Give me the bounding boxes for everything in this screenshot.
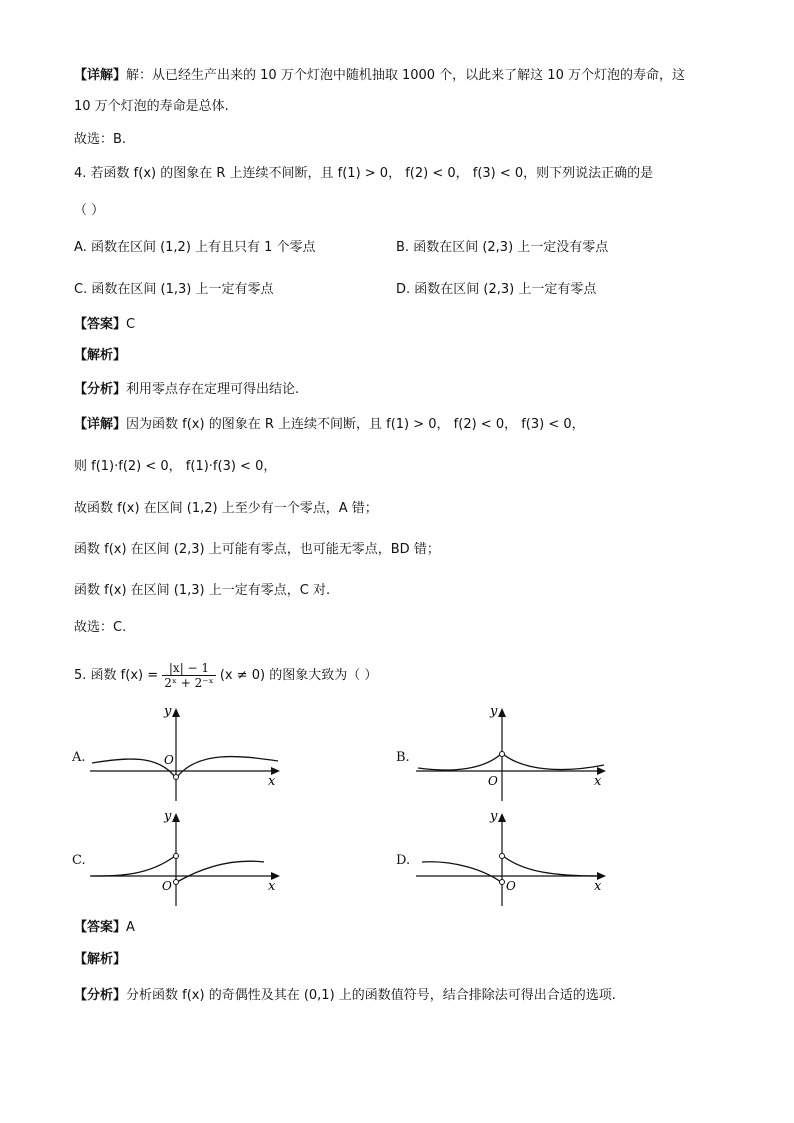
open-point-lower — [174, 880, 179, 885]
q4-option-a — [74, 238, 316, 258]
detail-text: 因为函数 f(x) 的图象在 R 上连续不间断，且 f(1) > 0， f(2) < 0， f(3) < 0， — [126, 417, 585, 432]
q5-stem-suffix: (x ≠ 0) 的图象大致为（ ） — [219, 668, 378, 683]
option-letter: B. — [396, 240, 410, 255]
origin-label: O — [506, 879, 516, 893]
curve-left — [418, 754, 501, 770]
graph-d-label: D. — [396, 853, 411, 868]
y-axis-arrow-icon — [498, 813, 506, 822]
open-point-upper — [500, 854, 505, 859]
curve-left — [422, 862, 501, 882]
axis-x-label: x — [594, 879, 602, 894]
graph-b-label: B. — [396, 750, 410, 765]
option-text: 函数在区间 (2,3) 上一定没有零点 — [413, 240, 609, 255]
q4-option-c — [74, 280, 273, 300]
fenxi-text: 分析函数 f(x) 的奇偶性及其在 (0,1) 上的函数值符号，结合排除法可得出合适的选项. — [126, 988, 616, 1003]
axis-x-label: x — [268, 774, 276, 789]
q5-fenxi — [74, 986, 616, 1006]
q4-detail-line5: 函数 f(x) 在区间 (1,3) 上一定有零点，C 对. — [74, 583, 331, 598]
q4-blank: （ ） — [74, 203, 105, 218]
option-text: 函数在区间 (1,3) 上一定有零点 — [91, 282, 274, 297]
axis-y-label: y — [164, 810, 172, 824]
graph-a — [88, 705, 288, 805]
axis-x-label: x — [594, 774, 602, 789]
fenxi-tag: 【分析】 — [74, 988, 127, 1003]
q4-answer — [74, 315, 135, 335]
q5-stem-prefix: 5. 函数 f(x) = — [74, 668, 159, 683]
fraction-numerator: |x| − 1 — [162, 661, 215, 676]
y-axis-arrow-icon — [172, 708, 180, 717]
origin-label: O — [164, 753, 174, 767]
q5-stem — [74, 660, 377, 692]
axis-y-label: y — [490, 705, 498, 719]
q5-fraction — [162, 661, 215, 690]
fenxi-text: 利用零点存在定理可得出结论. — [126, 382, 300, 397]
q4-detail-line4: 函数 f(x) 在区间 (2,3) 上可能有零点，也可能无零点，BD 错； — [74, 542, 440, 557]
answer-value: C — [126, 317, 136, 332]
q4-detail-line3: 故函数 f(x) 在区间 (1,2) 上至少有一个零点，A 错； — [74, 501, 378, 516]
q5-analysis-tag: 【解析】 — [74, 952, 127, 967]
detail-text: 解：从已经生产出来的 10 万个灯泡中随机抽取 1000 个，以此来了解这 10 万个灯泡的寿命，这 — [126, 68, 685, 83]
graph-a-label: A. — [72, 750, 86, 765]
curve-left — [92, 856, 175, 876]
q4-choose: 故选：C. — [74, 620, 127, 635]
axis-x-label: x — [268, 879, 276, 894]
curve-right — [177, 861, 264, 882]
answer-tag: 【答案】 — [74, 317, 127, 332]
y-axis-arrow-icon — [172, 813, 180, 822]
q4-fenxi — [74, 380, 299, 400]
open-point — [500, 752, 505, 757]
p3-detail-line2: 10 万个灯泡的寿命是总体. — [74, 99, 229, 114]
answer-tag: 【答案】 — [74, 920, 127, 935]
q4-option-b — [396, 238, 608, 258]
fraction-denominator: 2ˣ + 2⁻ˣ — [164, 676, 214, 690]
q4-stem: 4. 若函数 f(x) 的图象在 R 上连续不间断，且 f(1) > 0， f(2) < 0， f(3) < 0，则下列说法正确的是 — [74, 166, 654, 181]
q4-option-d — [396, 280, 596, 300]
detail-tag: 【详解】 — [74, 417, 127, 432]
graph-b — [414, 705, 614, 805]
option-letter: D. — [396, 282, 411, 297]
open-point — [174, 775, 179, 780]
curve-right — [503, 856, 600, 876]
detail-tag: 【详解】 — [74, 68, 127, 83]
open-point-lower — [500, 880, 505, 885]
graph-c-label: C. — [72, 853, 86, 868]
y-axis-arrow-icon — [498, 708, 506, 717]
graph-d — [414, 810, 614, 910]
q4-detail-line1 — [74, 415, 585, 435]
option-text: 函数在区间 (2,3) 上一定有零点 — [414, 282, 597, 297]
origin-label: O — [488, 774, 498, 788]
origin-label: O — [162, 879, 172, 893]
open-point-upper — [174, 854, 179, 859]
p3-choose: 故选：B. — [74, 132, 127, 147]
q5-answer — [74, 918, 135, 938]
option-letter: C. — [74, 282, 88, 297]
axis-y-label: y — [164, 705, 172, 719]
axis-y-label: y — [490, 810, 498, 824]
option-letter: A. — [74, 240, 87, 255]
q4-analysis-tag: 【解析】 — [74, 348, 127, 363]
q4-detail-line2: 则 f(1)·f(2) < 0， f(1)·f(3) < 0， — [74, 459, 277, 474]
curve-right — [177, 757, 278, 777]
curve-right — [503, 754, 604, 770]
curve-left — [92, 759, 175, 777]
answer-value: A — [126, 920, 135, 935]
fenxi-tag: 【分析】 — [74, 382, 127, 397]
graph-c — [88, 810, 288, 910]
p3-detail-line1 — [74, 66, 685, 86]
option-text: 函数在区间 (1,2) 上有且只有 1 个零点 — [90, 240, 316, 255]
